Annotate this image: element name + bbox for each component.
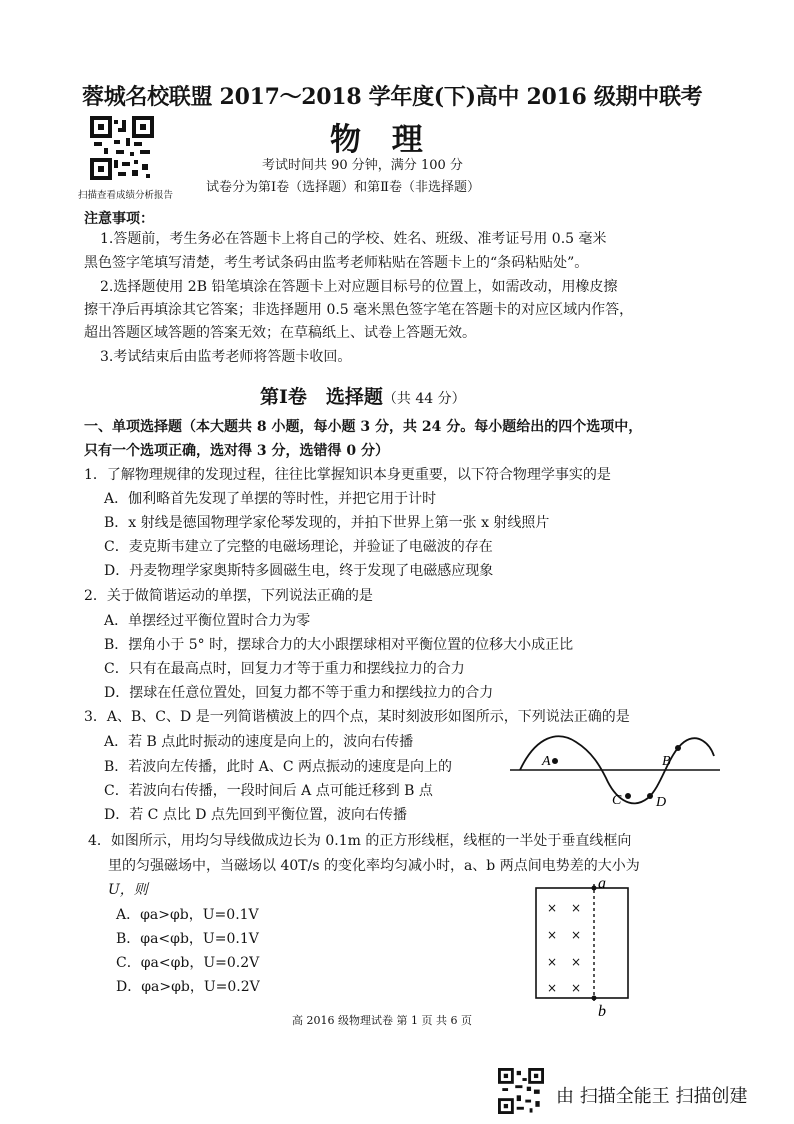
point-a-dot [592, 886, 597, 891]
notice-line: 2.选择题使用 2B 铅笔填涂在答题卡上对应题目标号的位置上，如需改动，用橡皮擦 [100, 279, 618, 295]
question-option: C．若波向右传播，一段时间后 A 点可能迁移到 B 点 [104, 783, 433, 799]
notice-line: 黑色签字笔填写清楚，考生考试条码由监考老师粘贴在答题卡上的“条码粘贴处”。 [84, 255, 589, 271]
notice-line: 1.答题前，考生务必在答题卡上将自己的学校、姓名、班级、准考证号用 0.5 毫米 [100, 231, 607, 247]
coil-field-diagram [528, 874, 654, 1018]
page-footer: 高 2016 级物理试卷 第 1 页 共 6 页 [292, 1014, 472, 1027]
section-title-text: 第Ⅰ卷 选择题 [260, 386, 383, 408]
exam-time-info: 考试时间共 90 分钟，满分 100 分 [262, 158, 463, 173]
question-stem: 4．如图所示，用均匀导线做成边长为 0.1m 的正方形线框，线框的一半处于垂直线框向 [88, 833, 632, 849]
point-a-label: A [542, 754, 551, 769]
question-option: A．若 B 点此时振动的速度是向上的，波向右传播 [104, 734, 414, 750]
question-option: D．若 C 点比 D 点先回到平衡位置，波向右传播 [104, 807, 407, 823]
question-option: C．只有在最高点时，回复力才等于重力和摆线拉力的合力 [104, 661, 465, 677]
field-cross: × [547, 928, 558, 942]
wave-diagram [506, 726, 724, 812]
point-a-label: a [598, 875, 606, 892]
question-option: A．φa>φb，U=0.1V [116, 907, 259, 923]
question-option: D．φa>φb，U=0.2V [116, 979, 260, 995]
notice-line: 擦干净后再填涂其它答案；非选择题用 0.5 毫米黑色签字笔在答题卡的对应区域内作答， [84, 302, 634, 318]
subject-title: 物 理 [330, 122, 433, 158]
field-cross: × [571, 955, 582, 969]
question-option: A．单摆经过平衡位置时合力为零 [104, 613, 311, 629]
point-b-label: B [662, 754, 671, 769]
section-score: （共 44 分） [382, 391, 466, 407]
field-cross: × [571, 901, 582, 915]
field-cross: × [571, 928, 582, 942]
point-b-dot [675, 745, 681, 751]
question-stem: 里的匀强磁场中，当磁场以 40T/s 的变化率均匀减小时，a、b 两点间电势差的大小为 [108, 858, 640, 874]
exam-title: 蓉城名校联盟 2017～2018 学年度(下)高中 2016 级期中联考 [82, 84, 703, 110]
point-c-label: C [612, 793, 622, 808]
field-cross: × [571, 981, 582, 995]
question-option: B．x 射线是德国物理学家伦琴发现的，并拍下世界上第一张 x 射线照片 [104, 515, 550, 531]
question-option: A．伽利略首先发现了单摆的等时性，并把它用于计时 [104, 491, 437, 507]
section-instructions: 一、单项选择题（本大题共 8 小题，每小题 3 分，共 24 分。每小题给出的四个选项中， [84, 419, 643, 435]
scanner-watermark: 由 扫描全能王 扫描创建 [556, 1086, 748, 1107]
question-option: D．丹麦物理学家奥斯特多圆磁生电，终于发现了电磁感应现象 [104, 563, 494, 579]
question-stem: 3．A、B、C、D 是一列简谐横波上的四个点，某时刻波形如图所示，下列说法正确的是 [84, 709, 630, 725]
field-cross: × [547, 981, 558, 995]
point-d-label: D [656, 795, 667, 810]
point-d-dot [647, 793, 653, 799]
point-b-label: b [598, 1003, 606, 1018]
question-option: B．摆角小于 5° 时，摆球合力的大小跟摆球相对平衡位置的位移大小成正比 [104, 637, 574, 653]
question-option: C．φa<φb，U=0.2V [116, 955, 260, 971]
section-instructions: 只有一个选项正确，选对得 3 分，选错得 0 分） [84, 443, 389, 459]
question-option: D．摆球在任意位置处，回复力都不等于重力和摆线拉力的合力 [104, 685, 494, 701]
section-title [260, 382, 466, 409]
question-stem: 2．关于做简谐运动的单摆，下列说法正确的是 [84, 588, 373, 604]
question-option: C．麦克斯韦建立了完整的电磁场理论，并验证了电磁波的存在 [104, 539, 493, 555]
question-option: B．若波向左传播，此时 A、C 两点振动的速度是向上的 [104, 759, 453, 775]
qr-code-icon [90, 116, 154, 180]
watermark-qr-icon [498, 1068, 544, 1114]
notice-heading: 注意事项： [84, 211, 154, 227]
notice-line: 3.考试结束后由监考老师将答题卡收回。 [100, 349, 352, 365]
question-stem: 1．了解物理规律的发现过程，往往比掌握知识本身更重要，以下符合物理学事实的是 [84, 467, 611, 483]
field-cross: × [547, 901, 558, 915]
question-option: B．φa<φb，U=0.1V [116, 931, 259, 947]
field-cross: × [547, 955, 558, 969]
point-b-dot [592, 996, 597, 1001]
qr-caption: 扫描查看成绩分析报告 [78, 190, 174, 201]
exam-parts-info: 试卷分为第Ⅰ卷（选择题）和第Ⅱ卷（非选择题） [206, 180, 480, 195]
question-stem: U，则 [108, 882, 148, 898]
notice-line: 超出答题区域答题的答案无效；在草稿纸上、试卷上答题无效。 [84, 325, 476, 341]
point-a-dot [552, 758, 558, 764]
point-c-dot [625, 793, 631, 799]
